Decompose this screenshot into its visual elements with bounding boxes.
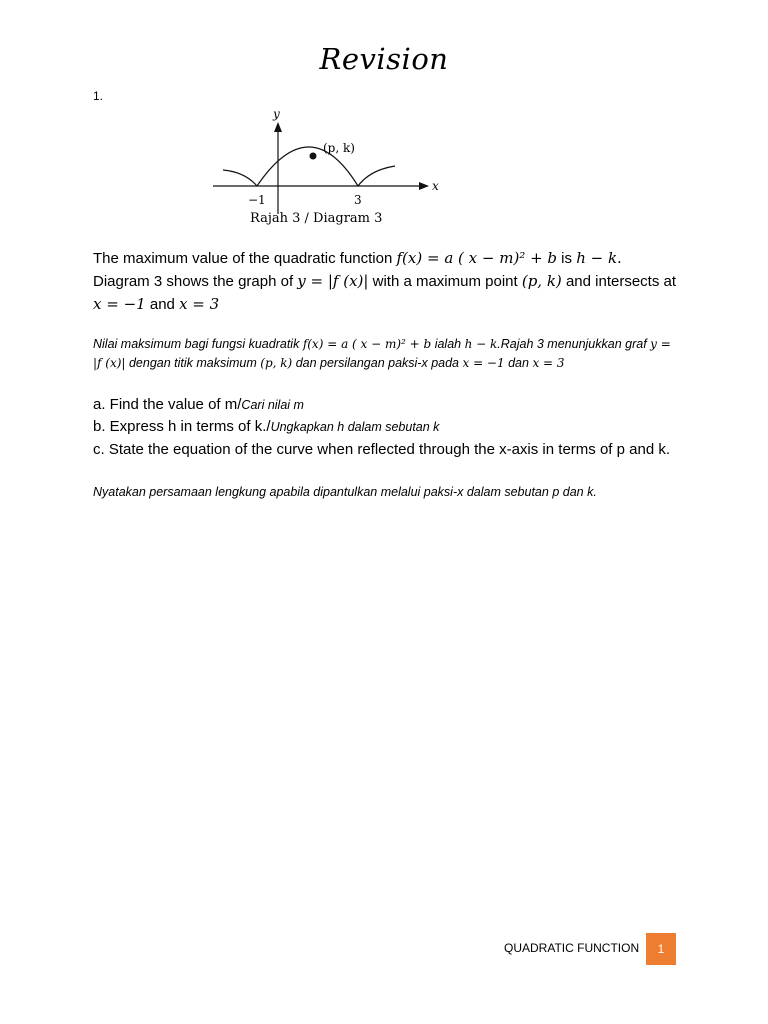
math-expression: x = 3: [532, 356, 565, 370]
text-span: dan: [504, 356, 533, 370]
math-expression: f(x) = a ( x − m)² + b: [396, 249, 558, 267]
math-expression: y = |f (x)|: [93, 337, 671, 370]
math-expression: x = −1: [93, 295, 146, 313]
math-expression: h − k.: [576, 249, 622, 267]
question-number: 1.: [93, 89, 104, 103]
part-a: [93, 394, 683, 416]
math-expression: (p, k): [521, 272, 562, 290]
part-c-malay: Nyatakan persamaan lengkung apabila dipantulkan melalui paksi-x dalam sebutan p dan k.: [93, 485, 597, 499]
text-span: Diagram 3 shows the graph of: [93, 273, 298, 290]
text-span: dengan titik maksimum: [125, 356, 261, 370]
maximum-point: [310, 153, 317, 160]
curve-right-tail: [358, 166, 395, 186]
math-expression: x = 3: [179, 295, 220, 313]
diagram-caption: Rajah 3 / Diagram 3: [250, 211, 383, 226]
part-a-malay: Cari nilai m: [241, 398, 304, 412]
text-span: The maximum value of the quadratic function: [93, 250, 397, 267]
part-b-text: b. Express h in terms of k./: [93, 418, 271, 435]
math-expression: (p, k): [260, 356, 293, 370]
part-b-malay: Ungkapkan h dalam sebutan k: [270, 420, 440, 434]
x-axis-label: x: [432, 179, 439, 193]
y-axis-label: y: [273, 107, 280, 121]
graph-diagram: [205, 100, 475, 236]
question-statement: [93, 247, 683, 316]
text-span: ialah: [431, 337, 465, 351]
text-span: dan persilangan paksi-x pada: [292, 356, 463, 370]
page-title: Revision: [319, 42, 449, 76]
x-axis-arrow: [419, 182, 429, 190]
question-statement-malay: [93, 335, 683, 373]
math-expression: h − k: [464, 337, 498, 351]
part-c: c. State the equation of the curve when reflected through the x-axis in terms of p and k.: [93, 441, 670, 458]
math-expression: y = |f (x)|: [297, 272, 369, 290]
curve-left-tail: [223, 170, 257, 186]
text-span: is: [557, 250, 577, 267]
math-expression: f(x) = a ( x − m)² + b: [302, 337, 432, 351]
text-span: with a maximum point: [368, 273, 522, 290]
text-span: and: [145, 296, 180, 313]
part-b: [93, 416, 683, 438]
tick-label-right: 3: [354, 193, 362, 207]
footer-label: QUADRATIC FUNCTION: [504, 941, 640, 955]
part-a-text: a. Find the value of m/: [93, 396, 242, 413]
page-number-badge: 1: [646, 933, 676, 965]
math-expression: x = −1: [462, 356, 505, 370]
text-span: Nilai maksimum bagi fungsi kuadratik: [93, 337, 303, 351]
point-label: (p, k): [323, 141, 355, 155]
tick-label-left: −1: [248, 193, 266, 207]
text-span: .Rajah 3 menunjukkan graf: [497, 337, 651, 351]
y-axis-arrow: [274, 122, 282, 132]
text-span: and intersects at: [561, 273, 677, 290]
